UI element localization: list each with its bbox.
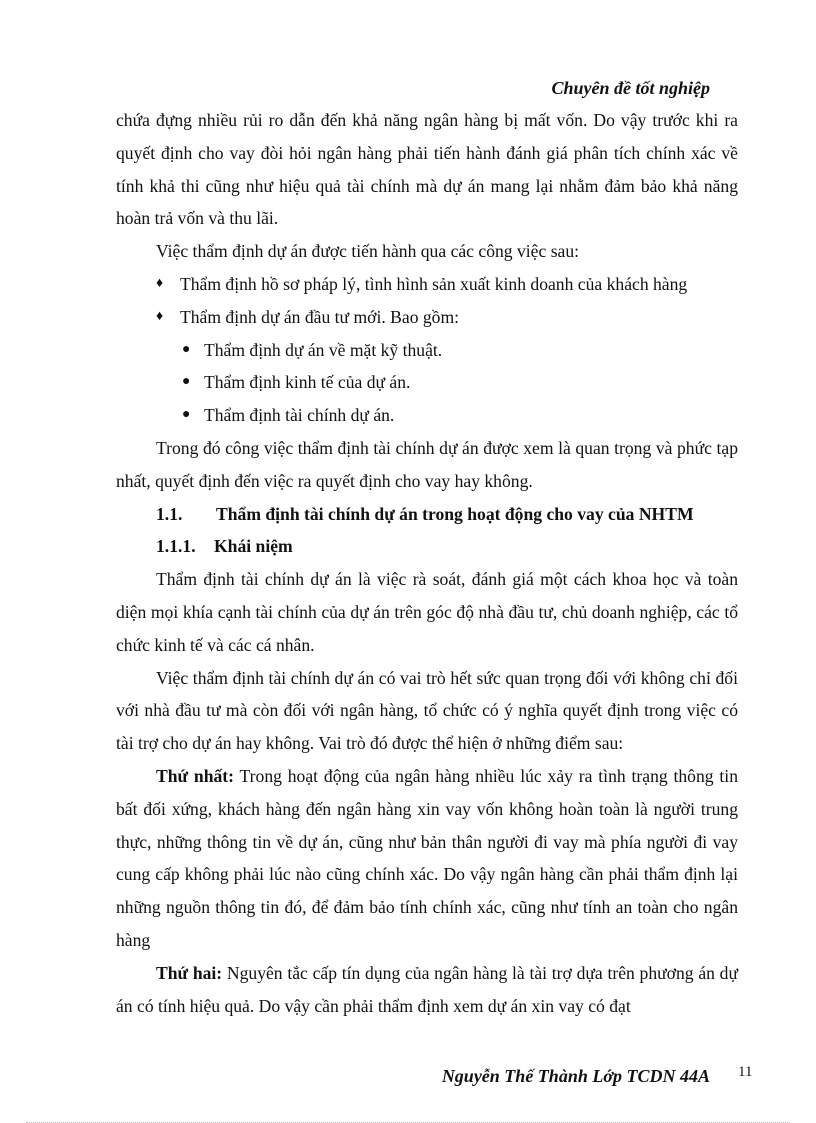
paragraph: Trong đó công việc thẩm định tài chính dự án được xem là quan trọng và phức tạp nhất, quyết định đến việc ra quyết định cho vay hay không. <box>116 437 738 491</box>
section-number: 1.1. <box>156 503 183 524</box>
paragraph: chứa đựng nhiều rủi ro dẫn đến khả năng ngân hàng bị mất vốn. Do vậy trước khi ra quyết định cho vay đòi hỏi ngân hàng phải tiến hành đánh giá phân tích chính xác về tính khả thi cũng như hiệu quả tài chính mà dự án mang lại nhằm đảm bảo khả năng hoàn trả vốn và thu lãi. <box>116 110 738 229</box>
list-item-text: Thẩm định dự án đầu tư mới. Bao gồm: <box>180 306 460 327</box>
paragraph: Thẩm định tài chính dự án là việc rà soát, đánh giá một cách khoa học và toàn diện mọi khía cạnh tài chính của dự án trên góc độ nhà đầu tư, chủ doanh nghiệp, các tổ chức kinh tế và các cá nhân. <box>116 569 738 655</box>
dot-bullet-icon: ● <box>182 407 191 423</box>
list-item-text: Thẩm định hồ sơ pháp lý, tình hình sản xuất kinh doanh của khách hàng <box>180 273 688 294</box>
paragraph <box>116 957 738 1023</box>
paragraph-text: Nguyên tắc cấp tín dụng của ngân hàng là tài trợ dựa trên phương án dự án có tính hiệu quả. Do vậy cần phải thẩm định xem dự án xin vay có đạt <box>116 962 738 1016</box>
dot-bullet-icon: ● <box>182 374 191 390</box>
paragraph <box>116 760 738 957</box>
paragraph: Việc thẩm định tài chính dự án có vai trò hết sức quan trọng đối với không chỉ đối với nhà đầu tư mà còn đối với ngân hàng, tổ chức có ý nghĩa quyết định trong việc có tài trợ cho dự án hay không. Vai trò đó được thể hiện ở những điểm sau: <box>116 667 738 754</box>
list-item <box>116 268 738 301</box>
sub-list-item-text: Thẩm định dự án về mặt kỹ thuật. <box>204 339 443 360</box>
subsection-number: 1.1.1. <box>156 536 196 557</box>
page-number: 11 <box>738 1064 753 1080</box>
dot-bullet-icon: ● <box>182 341 191 357</box>
subsection-title: Khái niệm <box>214 536 293 557</box>
sub-list-item <box>116 399 738 432</box>
paragraph-label: Thứ nhất: <box>156 765 235 786</box>
diamond-bullet-icon: ♦ <box>156 275 164 291</box>
page-header: Chuyên đề tốt nghiệp <box>551 78 710 98</box>
subsection-heading <box>116 530 738 563</box>
section-heading <box>116 498 738 531</box>
sub-list-item <box>116 334 738 367</box>
sub-list-item-text: Thẩm định tài chính dự án. <box>204 405 395 426</box>
paragraph: Việc thẩm định dự án được tiến hành qua các công việc sau: <box>156 241 580 262</box>
section-title: Thẩm định tài chính dự án trong hoạt động cho vay của NHTM <box>216 503 694 524</box>
paragraph-text: Trong hoạt động của ngân hàng nhiều lúc xảy ra tình trạng thông tin bất đối xứng, khách hàng đến ngân hàng xin vay vốn không hoàn toàn là người trung thực, những thông tin về dự án, cũng như bản thân người đi vay mà phía người đi vay cung cấp không phải lúc nào cũng chính xác. Do vậy ngân hàng cần phải thẩm định lại những nguồn thông tin đó, để đảm bảo tính chính xác, cũng như tính an toàn cho ngân hàng <box>116 765 738 950</box>
diamond-bullet-icon: ♦ <box>156 308 164 324</box>
sub-list-item <box>116 366 738 399</box>
paragraph-label: Thứ hai: <box>156 962 223 983</box>
page-body <box>116 104 738 1022</box>
list-item <box>116 301 738 334</box>
sub-list-item-text: Thẩm định kinh tế của dự án. <box>204 372 411 393</box>
page-footer: Nguyễn Thế Thành Lớp TCDN 44A <box>441 1066 710 1086</box>
